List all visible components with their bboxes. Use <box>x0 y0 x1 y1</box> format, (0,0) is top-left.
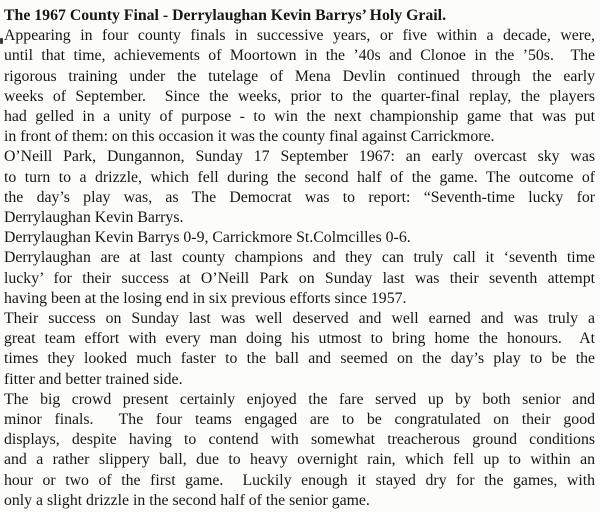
text-line: displays, despite having to contend with somewhat treacherous ground conditions <box>4 431 595 449</box>
text-line: and a rather slippery ball, due to heavy overnight rain, which fell up to within an <box>4 451 595 469</box>
text-line: to turn to a drizzle, which fell during the second half of the game. The outcome of <box>4 168 595 186</box>
text-line: rigorous training under the tutelage of Mena Devlin continued through the early <box>4 67 595 85</box>
text-line: until that time, achievements of Moortown in the ’40s and Clonoe in the ’50s. The <box>4 47 595 65</box>
scan-speck <box>0 38 3 44</box>
text-line: only a slight drizzle in the second half of the senior game. <box>4 491 370 509</box>
text-line: lucky’ for their success at O’Neill Park on Sunday last was their seventh attempt <box>4 269 595 287</box>
text-line: Their success on Sunday last was well deserved and well earned and was truly a <box>4 310 595 328</box>
text-line: the day’s play was, as The Democrat was to report: “Seventh-time lucky for <box>4 188 595 206</box>
paragraph <box>4 248 595 309</box>
text-line: Derrylaughan Kevin Barrys. <box>4 209 184 227</box>
text-line: Appearing in four county finals in successive years, or five within a decade, were, <box>4 27 595 45</box>
text-line: Derrylaughan Kevin Barrys 0-9, Carrickmore St.Colmcilles 0-6. <box>4 229 411 247</box>
paragraph <box>4 390 595 511</box>
text-line: having been at the losing end in six previous efforts since 1957. <box>4 289 407 307</box>
paragraphs-container <box>4 26 595 511</box>
text-line: The big crowd present certainly enjoyed the fare served up by both senior and <box>4 390 595 408</box>
text-line: times they looked much faster to the ball and seemed on the day’s play to be the <box>4 350 595 368</box>
text-line: O’Neill Park, Dungannon, Sunday 17 September 1967: an early overcast sky was <box>4 148 595 166</box>
document-title: The 1967 County Final - Derrylaughan Kevin Barrys’ Holy Grail. <box>4 7 447 24</box>
text-line: weeks of September. Since the weeks, prior to the quarter-final replay, the players <box>4 87 595 105</box>
text-line: minor finals. The four teams engaged are to be congratulated on their good <box>4 411 595 429</box>
text-line: had gelled in a unity of purpose - to win the next championship game that was put <box>4 108 595 126</box>
paragraph <box>4 228 595 248</box>
paragraph <box>4 26 595 147</box>
text-line: Derrylaughan are at last county champions and they can truly call it ‘seventh time <box>4 249 595 267</box>
text-line: fitter and better trained side. <box>4 370 183 388</box>
text-line: in front of them: on this occasion it was the county final against Carrickmore. <box>4 128 495 146</box>
text-line: great team effort with every man doing his utmost to bring home the honours. At <box>4 330 595 348</box>
text-line: hour or two of the first game. Luckily enough it stayed dry for the games, with <box>4 471 595 489</box>
paragraph <box>4 147 595 228</box>
paragraph <box>4 309 595 390</box>
